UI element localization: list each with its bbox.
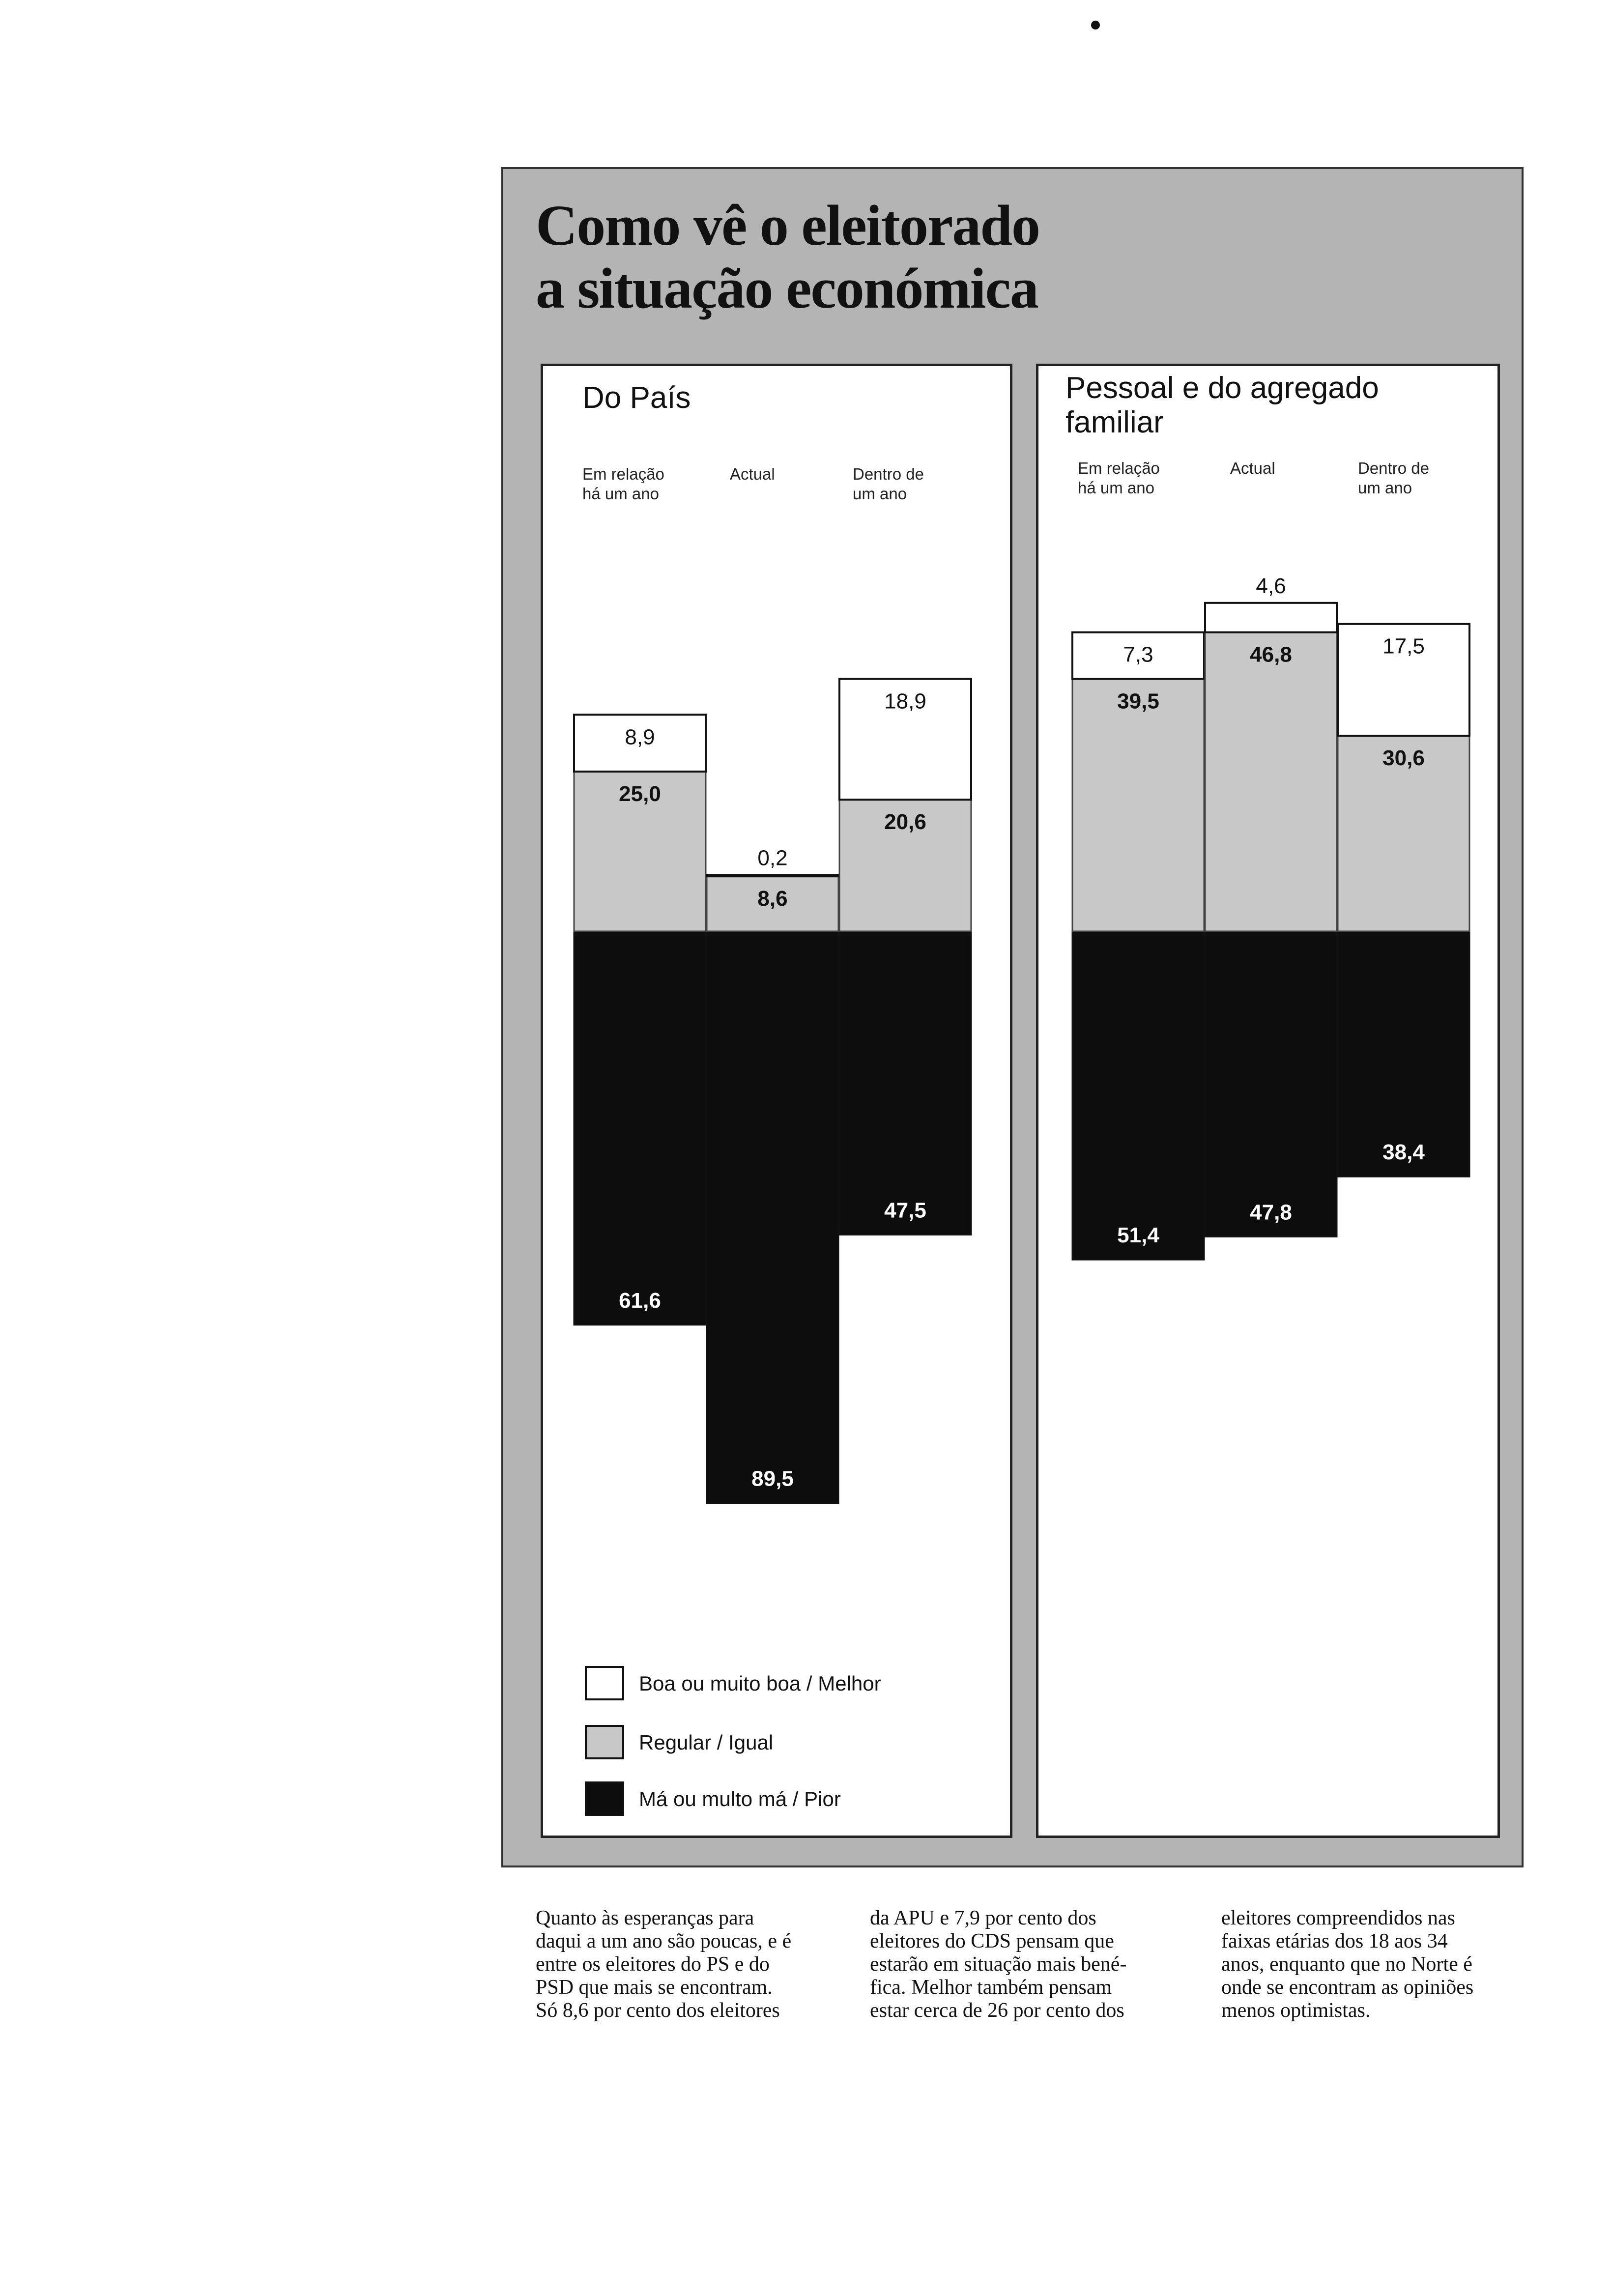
data-label-igual: 25,0: [619, 782, 661, 806]
data-label-melhor: 0,2: [757, 846, 788, 870]
data-label-melhor: 18,9: [884, 689, 926, 714]
caption-column-2: da APU e 7,9 por cento dos eleitores do CDS pensam que estarão em situação mais bené- fica. Melhor também pensam estar cerca de 26 por cento dos: [870, 1907, 1127, 2022]
data-label-melhor: 17,5: [1382, 634, 1425, 659]
bar-segment-melhor: [707, 875, 838, 877]
title-line-2: a situação económica: [536, 256, 1038, 320]
data-label-melhor: 8,9: [625, 725, 655, 749]
data-label-igual: 30,6: [1382, 746, 1425, 771]
data-label-melhor: 4,6: [1256, 574, 1286, 598]
data-label-pior: 47,5: [884, 1198, 926, 1223]
caption-column-1: Quanto às esperanças para daqui a um ano são poucas, e é entre os eleitores do PS e do PSD que mais se encontram. Só 8,6 por cento dos eleitores: [536, 1907, 792, 2022]
column-label-dentro-de-um-ano: Dentro de um ano: [853, 465, 924, 503]
caption-column-3: eleitores compreendidos nas faixas etárias dos 18 aos 34 anos, enquanto que no Norte é onde se encontram as opiniões menos optimistas.: [1221, 1907, 1474, 2022]
data-label-pior: 38,4: [1382, 1140, 1425, 1165]
column-label-actual: Actual: [730, 465, 775, 483]
bar-segment-pior: [839, 931, 971, 1235]
bar-segment-igual: [1072, 679, 1204, 932]
column-label-em-relacao: Em relação há um ano: [582, 465, 664, 503]
chart-title-do-pais: Do País: [582, 381, 691, 415]
chart-title-pessoal: Pessoal e do agregado familiar: [1065, 371, 1379, 439]
legend-swatch-pior: [585, 1781, 624, 1816]
bar-segment-pior: [1205, 931, 1337, 1236]
data-label-pior: 47,8: [1250, 1200, 1292, 1225]
data-label-pior: 89,5: [751, 1466, 794, 1491]
bar-segment-pior: [707, 931, 838, 1503]
legend-label-pior: Má ou multo má / Pior: [639, 1787, 841, 1810]
bar-segment-pior: [574, 931, 706, 1325]
column-label-actual: Actual: [1230, 459, 1275, 477]
title-line-1: Como vê o eleitorado: [536, 193, 1039, 258]
column-label-em-relacao: Em relação há um ano: [1078, 459, 1160, 497]
legend-label-igual: Regular / Igual: [639, 1731, 774, 1754]
data-label-igual: 20,6: [884, 810, 926, 834]
data-label-melhor: 7,3: [1123, 642, 1153, 667]
legend-label-melhor: Boa ou muito boa / Melhor: [639, 1672, 881, 1695]
data-label-igual: 8,6: [757, 887, 788, 911]
data-label-pior: 51,4: [1117, 1223, 1159, 1248]
column-label-dentro-de-um-ano: Dentro de um ano: [1358, 459, 1429, 497]
bar-segment-melhor: [1205, 603, 1337, 632]
bar-segment-pior: [1072, 931, 1204, 1260]
data-label-igual: 39,5: [1117, 689, 1159, 714]
legend-swatch-melhor: [585, 1666, 624, 1700]
article-caption: [536, 1907, 1558, 2074]
legend-swatch-igual: [585, 1725, 624, 1759]
bar-segment-igual: [1205, 632, 1337, 931]
data-label-pior: 61,6: [619, 1288, 661, 1313]
data-label-igual: 46,8: [1250, 642, 1292, 667]
